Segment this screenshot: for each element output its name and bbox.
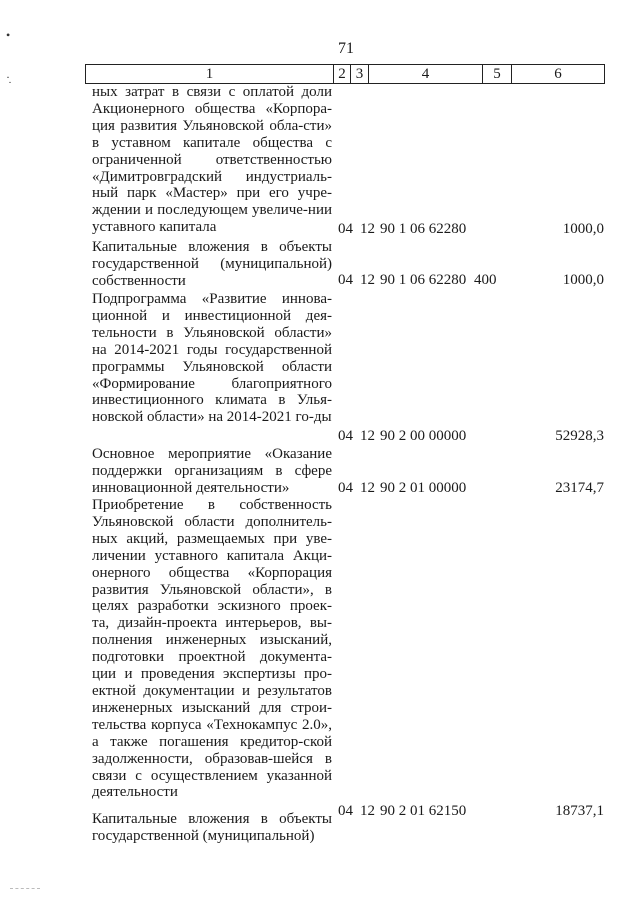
row-description: Основное мероприятие «Оказание поддержки организациям в сфере инновационной деятельности» (92, 446, 332, 496)
row-rz: 04 (338, 221, 353, 237)
scan-mark: • (6, 28, 11, 42)
row-vr: 400 (474, 272, 497, 288)
row-description: Капитальные вложения в объекты государственной (муниципальной) (92, 811, 332, 844)
header-col-1: 1 (86, 65, 334, 83)
row-description: Подпрограмма «Развитие иннова-ционной и инвестиционной дея-тельности в Ульяновской области» на 2014-2021 годы государственной программы Ульяновской области «Формирование благоприятного инвестиционного климата в Улья-новской области» на 2014-2021 го-ды (92, 291, 332, 426)
header-col-5: 5 (483, 65, 512, 83)
row-description: ных затрат в связи с оплатой доли Акционерного общества «Корпора-ция развития Ульяновской обла-сти» в уставном капитале общества с ограниченной ответственностью «Димитровградский индустриаль-ный парк «Мастер» при его учре-ждении и последующем увеличе-нии уставного капитала (92, 84, 332, 236)
header-col-4: 4 (369, 65, 483, 83)
row-rz: 04 (338, 272, 353, 288)
row-sum: 52928,3 (555, 428, 604, 444)
row-sum: 1000,0 (562, 221, 604, 237)
scan-artifact (10, 888, 40, 889)
table-header (85, 64, 605, 84)
row-sum: 18737,1 (555, 803, 604, 819)
row-csr: 90 1 06 62280 (380, 272, 467, 288)
header-col-3: 3 (351, 65, 369, 83)
row-rz: 04 (338, 803, 353, 819)
row-pr: 12 (360, 221, 375, 237)
row-description: Приобретение в собственность Ульяновской области дополнитель-ных акций, размещаемых при уве-личении уставного капитала Акци-онерного общества «Корпорация развития Ульяновской области», в целях разработки эскизного проек-та, дизайн-проекта интерьеров, вы-полнения инженерных изысканий, подготовки проектной документа-ции и проведения экспертизы про-ектной документации и результатов инженерных изысканий для строи-тельства корпуса «Технокампус 2.0», а также погашения кредитор-ской задолженности, образовав-шейся в связи с осуществлением указанной деятельности (92, 497, 332, 801)
row-csr: 90 1 06 62280 (380, 221, 467, 237)
row-rz: 04 (338, 480, 353, 496)
row-rz: 04 (338, 428, 353, 444)
row-csr: 90 2 00 00000 (380, 428, 467, 444)
row-csr: 90 2 01 62150 (380, 803, 467, 819)
row-pr: 12 (360, 480, 375, 496)
header-col-6: 6 (554, 66, 562, 82)
row-sum: 23174,7 (555, 480, 604, 496)
row-pr: 12 (360, 803, 375, 819)
row-pr: 12 (360, 272, 375, 288)
scan-mark: ·̣ (6, 70, 10, 84)
page-number: 71 (338, 40, 354, 57)
row-csr: 90 2 01 00000 (380, 480, 467, 496)
row-description: Капитальные вложения в объекты государственной (муниципальной) собственности (92, 239, 332, 289)
header-col-2: 2 (334, 65, 351, 83)
row-pr: 12 (360, 428, 375, 444)
row-sum: 1000,0 (562, 272, 604, 288)
